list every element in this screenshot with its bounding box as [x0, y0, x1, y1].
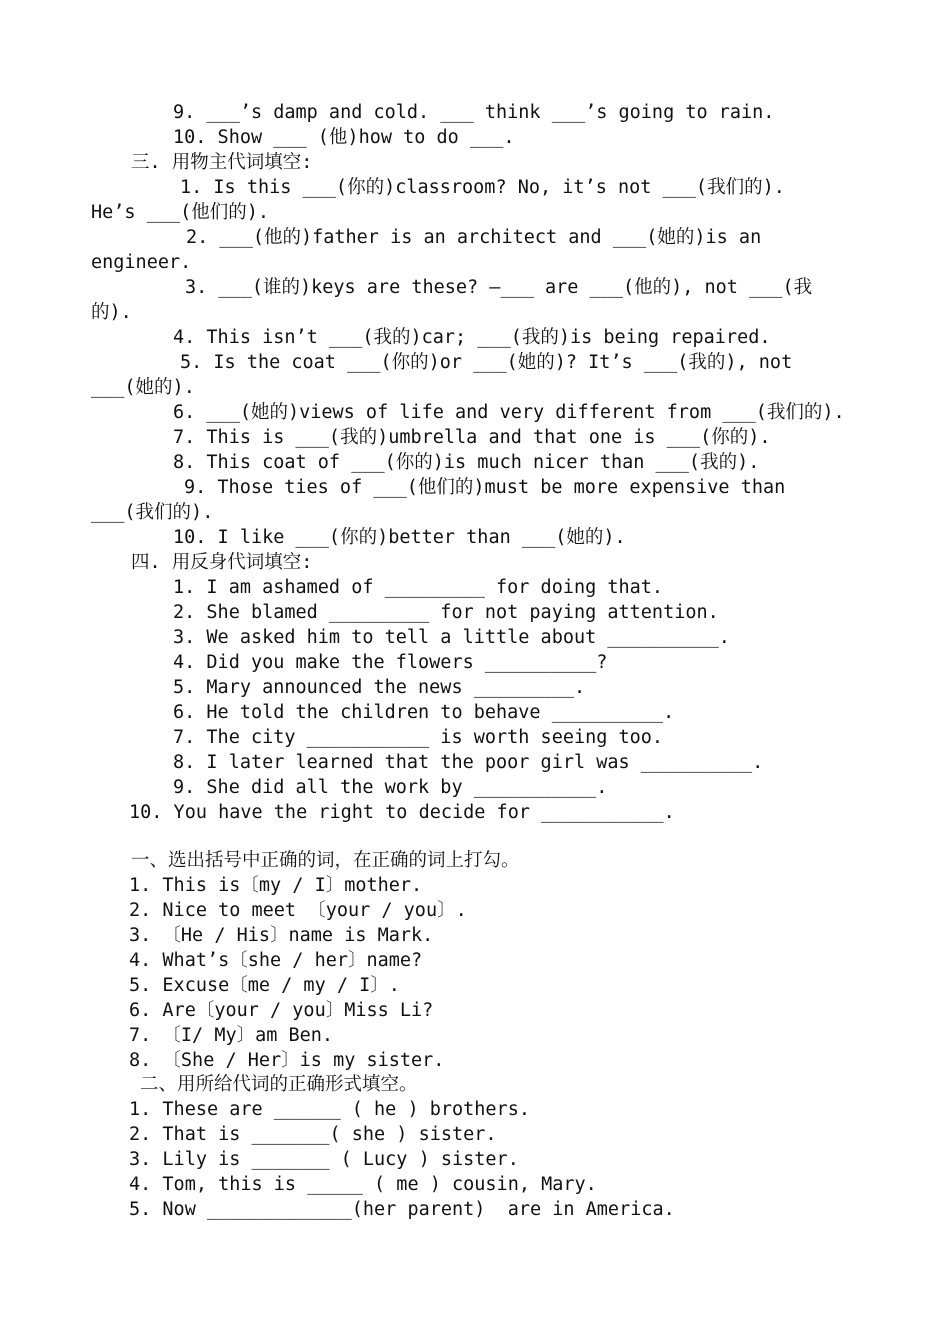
- exercise-line: 8. This coat of ___(你的)is much nicer than ___(我的).: [173, 452, 760, 473]
- exercise-line: 10. I like ___(你的)better than ___(她的).: [173, 527, 626, 548]
- exercise-line: 3. ___(谁的)keys are these? —___ are ___(他的), not ___(我: [185, 277, 813, 298]
- exercise-line: 3. Lily is _______ ( Lucy ) sister.: [129, 1149, 519, 1170]
- exercise-line: 2. ___(他的)father is an architect and ___(她的)is an: [186, 227, 762, 248]
- exercise-line: 2. She blamed _________ for not paying attention.: [173, 602, 719, 623]
- exercise-line: 9. ___’s damp and cold. ___ think ___’s going to rain.: [173, 102, 775, 123]
- exercise-line: 4. This isn’t ___(我的)car; ___(我的)is being repaired.: [173, 327, 771, 348]
- exercise-line: He’s ___(他们的).: [91, 202, 270, 223]
- exercise-line: ___(她的).: [91, 377, 195, 398]
- exercise-line: 2. Nice to meet 〔your / you〕.: [129, 900, 467, 921]
- exercise-line: 8. 〔She / Her〕is my sister.: [129, 1050, 445, 1071]
- exercise-line: 的).: [91, 302, 132, 323]
- exercise-line: 2. That is _______( she ) sister.: [129, 1124, 497, 1145]
- exercise-line: 1. These are ______ ( he ) brothers.: [129, 1099, 530, 1120]
- exercise-line: 1. This is〔my / I〕mother.: [129, 875, 423, 896]
- exercise-line: 3. 〔He / His〕name is Mark.: [129, 925, 434, 946]
- exercise-line: 10. You have the right to decide for ___________.: [129, 802, 675, 823]
- exercise-line: 5. Now _____________(her parent) are in America.: [129, 1199, 675, 1220]
- exercise-line: 9. She did all the work by ___________.: [173, 777, 608, 798]
- section-heading: 三. 用物主代词填空:: [131, 152, 313, 173]
- exercise-line: 4. Did you make the flowers __________?: [173, 652, 608, 673]
- exercise-line: ___(我们的).: [91, 502, 214, 523]
- exercise-line: 5. Is the coat ___(你的)or ___(她的)? It’s ___(我的), not: [180, 352, 793, 373]
- exercise-line: 7. The city ___________ is worth seeing too.: [173, 727, 664, 748]
- exercise-line: 4. Tom, this is _____ ( me ) cousin, Mary.: [129, 1174, 597, 1195]
- exercise-line: engineer.: [91, 252, 192, 273]
- exercise-line: 3. We asked him to tell a little about __________.: [173, 627, 730, 648]
- exercise-line: 10. Show ___ (他)how to do ___.: [173, 127, 515, 148]
- exercise-line: 1. I am ashamed of _________ for doing that.: [173, 577, 664, 598]
- exercise-line: 5. Excuse〔me / my / I〕.: [129, 975, 400, 996]
- exercise-line: 4. What’s〔she / her〕name?: [129, 950, 423, 971]
- exercise-line: 5. Mary announced the news _________.: [173, 677, 586, 698]
- exercise-line: 7. 〔I/ My〕am Ben.: [129, 1025, 334, 1046]
- exercise-line: 9. Those ties of ___(他们的)must be more expensive than: [184, 477, 786, 498]
- exercise-line: 6. ___(她的)views of life and very different from ___(我们的).: [173, 402, 845, 423]
- exercise-line: 7. This is ___(我的)umbrella and that one is ___(你的).: [173, 427, 771, 448]
- exercise-line: 6. Are〔your / you〕Miss Li?: [129, 1000, 434, 1021]
- exercise-line: 6. He told the children to behave __________.: [173, 702, 675, 723]
- section-heading: 四. 用反身代词填空:: [131, 552, 313, 573]
- section-heading: 一、选出括号中正确的词，在正确的词上打勾。: [131, 850, 520, 871]
- exercise-line: 8. I later learned that the poor girl was __________.: [173, 752, 764, 773]
- section-heading: 二、用所给代词的正确形式填空。: [140, 1074, 418, 1095]
- exercise-line: 1. Is this ___(你的)classroom? No, it’s not ___(我们的).: [180, 177, 785, 198]
